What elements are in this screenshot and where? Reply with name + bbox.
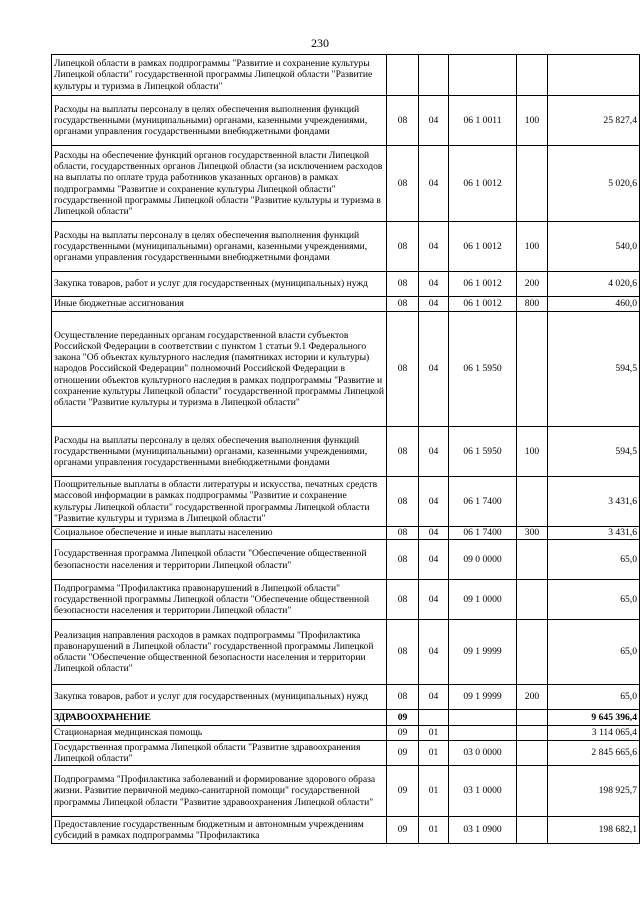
table-row xyxy=(52,297,640,312)
row-section-cell: 08 xyxy=(387,272,419,297)
row-section-cell: 08 xyxy=(387,297,419,312)
row-target-article-cell: 03 0 0000 xyxy=(449,741,517,766)
row-name-cell: Стационарная медицинская помощь xyxy=(52,726,387,741)
row-expense-type-cell xyxy=(517,766,548,817)
table-row xyxy=(52,540,640,580)
row-name-cell: Поощрительные выплаты в области литературы и искусства, печатных средств массовой информации в рамках подпрограммы "Развитие и сохранение культуры Липецкой области" государственной программы Липецкой области "Развитие культуры и туризма в Липецкой области" xyxy=(52,477,387,527)
row-expense-type-cell: 100 xyxy=(517,222,548,272)
row-amount-cell: 65,0 xyxy=(548,685,640,710)
row-expense-type-cell: 100 xyxy=(517,427,548,477)
row-subsection-cell: 01 xyxy=(419,817,449,844)
budget-table xyxy=(51,54,640,844)
row-expense-type-cell xyxy=(517,55,548,96)
row-expense-type-cell xyxy=(517,817,548,844)
table-row xyxy=(52,272,640,297)
row-target-article-cell: 06 1 5950 xyxy=(449,312,517,427)
row-subsection-cell: 04 xyxy=(419,580,449,620)
table-row xyxy=(52,55,640,96)
row-subsection-cell: 04 xyxy=(419,477,449,527)
row-name-cell: Предоставление государственным бюджетным и автономным учреждениям субсидий в рамках подпрограммы "Профилактика xyxy=(52,817,387,844)
row-subsection-cell: 04 xyxy=(419,527,449,540)
row-target-article-cell: 03 1 0900 xyxy=(449,817,517,844)
table-row xyxy=(52,766,640,817)
row-subsection-cell: 04 xyxy=(419,297,449,312)
row-section-cell: 08 xyxy=(387,620,419,685)
row-subsection-cell: 01 xyxy=(419,726,449,741)
row-target-article-cell: 06 1 0012 xyxy=(449,222,517,272)
row-expense-type-cell: 200 xyxy=(517,685,548,710)
row-amount-cell: 9 645 396,4 xyxy=(548,710,640,726)
table-row xyxy=(52,527,640,540)
row-subsection-cell xyxy=(419,710,449,726)
row-subsection-cell: 04 xyxy=(419,427,449,477)
row-name-cell: Осуществление переданных органам государственной власти субъектов Российской Федерации в соответствии с пунктом 1 статьи 9.1 Федерального закона "Об объектах культурного наследия (памятниках истории и культуры) народов Российской Федерации" полномочий Российской Федерации в отношении объектов культурного наследия в рамках подпрограммы "Развитие и сохранение культуры Липецкой области" государственной программы Липецкой области "Развитие культуры и туризма в Липецкой области" xyxy=(52,312,387,427)
row-subsection-cell: 04 xyxy=(419,685,449,710)
row-amount-cell: 65,0 xyxy=(548,580,640,620)
row-target-article-cell: 06 1 0012 xyxy=(449,272,517,297)
row-expense-type-cell xyxy=(517,146,548,222)
row-amount-cell: 65,0 xyxy=(548,540,640,580)
row-subsection-cell: 04 xyxy=(419,272,449,297)
row-amount-cell xyxy=(548,55,640,96)
table-row xyxy=(52,726,640,741)
row-section-cell: 09 xyxy=(387,766,419,817)
row-section-cell: 09 xyxy=(387,710,419,726)
row-subsection-cell: 04 xyxy=(419,96,449,146)
row-subsection-cell: 01 xyxy=(419,741,449,766)
row-target-article-cell: 09 1 0000 xyxy=(449,580,517,620)
row-expense-type-cell: 200 xyxy=(517,272,548,297)
row-amount-cell: 25 827,4 xyxy=(548,96,640,146)
row-target-article-cell: 09 1 9999 xyxy=(449,620,517,685)
row-section-cell: 08 xyxy=(387,222,419,272)
table-row xyxy=(52,620,640,685)
page-number: 230 xyxy=(311,36,329,50)
row-section-cell: 08 xyxy=(387,312,419,427)
row-target-article-cell: 06 1 7400 xyxy=(449,477,517,527)
row-expense-type-cell xyxy=(517,312,548,427)
row-name-cell: Иные бюджетные ассигнования xyxy=(52,297,387,312)
table-row xyxy=(52,312,640,427)
row-subsection-cell: 04 xyxy=(419,222,449,272)
row-name-cell: Реализация направления расходов в рамках подпрограммы "Профилактика правонарушений в Липецкой области" государственной программы Липецкой области "Обеспечение общественной безопасности населения и территории Липецкой области" xyxy=(52,620,387,685)
row-expense-type-cell xyxy=(517,710,548,726)
row-name-cell: Государственная программа Липецкой области "Развитие здравоохранения Липецкой области" xyxy=(52,741,387,766)
row-expense-type-cell xyxy=(517,726,548,741)
row-target-article-cell: 09 1 9999 xyxy=(449,685,517,710)
table-row xyxy=(52,146,640,222)
row-name-cell: Расходы на обеспечение функций органов государственной власти Липецкой области, государственных органов Липецкой области (за исключением расходов на выплаты по оплате труда работников указанных органов) в рамках подпрограммы "Развитие и сохранение культуры Липецкой области" государственной программы Липецкой области "Развитие культуры и туризма в Липецкой области" xyxy=(52,146,387,222)
row-expense-type-cell xyxy=(517,741,548,766)
row-section-cell: 09 xyxy=(387,726,419,741)
row-target-article-cell: 06 1 0012 xyxy=(449,146,517,222)
table-row xyxy=(52,477,640,527)
row-name-cell: Липецкой области в рамках подпрограммы "Развитие и сохранение культуры Липецкой области" государственной программы Липецкой области "Развитие культуры и туризма в Липецкой области" xyxy=(52,55,387,96)
table-row xyxy=(52,96,640,146)
row-amount-cell: 65,0 xyxy=(548,620,640,685)
row-section-cell: 08 xyxy=(387,96,419,146)
row-target-article-cell: 09 0 0000 xyxy=(449,540,517,580)
row-target-article-cell: 06 1 7400 xyxy=(449,527,517,540)
row-section-cell xyxy=(387,55,419,96)
row-amount-cell: 3 431,6 xyxy=(548,527,640,540)
row-target-article-cell: 06 1 5950 xyxy=(449,427,517,477)
row-amount-cell: 4 020,6 xyxy=(548,272,640,297)
row-amount-cell: 540,0 xyxy=(548,222,640,272)
table-row xyxy=(52,710,640,726)
row-name-cell: Подпрограмма "Профилактика правонарушений в Липецкой области" государственной программы Липецкой области "Обеспечение общественной безопасности населения и территории Липецкой области" xyxy=(52,580,387,620)
table-row xyxy=(52,222,640,272)
row-subsection-cell xyxy=(419,55,449,96)
row-amount-cell: 3 114 065,4 xyxy=(548,726,640,741)
row-subsection-cell: 04 xyxy=(419,146,449,222)
row-expense-type-cell xyxy=(517,540,548,580)
row-section-cell: 09 xyxy=(387,817,419,844)
row-amount-cell: 594,5 xyxy=(548,312,640,427)
row-section-cell: 08 xyxy=(387,146,419,222)
row-amount-cell: 198 925,7 xyxy=(548,766,640,817)
row-section-cell: 08 xyxy=(387,540,419,580)
row-section-cell: 08 xyxy=(387,527,419,540)
row-expense-type-cell xyxy=(517,580,548,620)
row-section-cell: 09 xyxy=(387,741,419,766)
row-expense-type-cell: 300 xyxy=(517,527,548,540)
row-name-cell: Закупка товаров, работ и услуг для государственных (муниципальных) нужд xyxy=(52,272,387,297)
row-subsection-cell: 01 xyxy=(419,766,449,817)
row-amount-cell: 594,5 xyxy=(548,427,640,477)
row-name-cell: Подпрограмма "Профилактика заболеваний и формирование здорового образа жизни. Развитие первичной медико-санитарной помощи" государственной программы Липецкой области "Развитие здравоохранения Липецкой области" xyxy=(52,766,387,817)
row-section-cell: 08 xyxy=(387,580,419,620)
row-name-cell: Государственная программа Липецкой области "Обеспечение общественной безопасности населения и территории Липецкой области" xyxy=(52,540,387,580)
table-row xyxy=(52,685,640,710)
row-target-article-cell xyxy=(449,55,517,96)
row-expense-type-cell: 800 xyxy=(517,297,548,312)
row-amount-cell: 460,0 xyxy=(548,297,640,312)
row-name-cell: Закупка товаров, работ и услуг для государственных (муниципальных) нужд xyxy=(52,685,387,710)
row-amount-cell: 3 431,6 xyxy=(548,477,640,527)
table-row xyxy=(52,580,640,620)
row-expense-type-cell xyxy=(517,477,548,527)
row-section-cell: 08 xyxy=(387,685,419,710)
row-expense-type-cell xyxy=(517,620,548,685)
table-row xyxy=(52,817,640,844)
row-name-cell: ЗДРАВООХРАНЕНИЕ xyxy=(52,710,387,726)
row-amount-cell: 198 682,1 xyxy=(548,817,640,844)
row-target-article-cell xyxy=(449,726,517,741)
row-section-cell: 08 xyxy=(387,477,419,527)
row-name-cell: Расходы на выплаты персоналу в целях обеспечения выполнения функций государственными (муниципальными) органами, казенными учреждениями, органами управления государственными внебюджетными фондами xyxy=(52,222,387,272)
row-name-cell: Расходы на выплаты персоналу в целях обеспечения выполнения функций государственными (муниципальными) органами, казенными учреждениями, органами управления государственными внебюджетными фондами xyxy=(52,427,387,477)
table-row xyxy=(52,427,640,477)
row-subsection-cell: 04 xyxy=(419,620,449,685)
row-target-article-cell: 06 1 0011 xyxy=(449,96,517,146)
row-target-article-cell: 03 1 0000 xyxy=(449,766,517,817)
row-name-cell: Расходы на выплаты персоналу в целях обеспечения выполнения функций государственными (муниципальными) органами, казенными учреждениями, органами управления государственными внебюджетными фондами xyxy=(52,96,387,146)
row-expense-type-cell: 100 xyxy=(517,96,548,146)
row-subsection-cell: 04 xyxy=(419,540,449,580)
row-target-article-cell xyxy=(449,710,517,726)
row-amount-cell: 5 020,6 xyxy=(548,146,640,222)
row-name-cell: Социальное обеспечение и иные выплаты населению xyxy=(52,527,387,540)
row-amount-cell: 2 845 665,6 xyxy=(548,741,640,766)
table-row xyxy=(52,741,640,766)
row-subsection-cell: 04 xyxy=(419,312,449,427)
row-section-cell: 08 xyxy=(387,427,419,477)
row-target-article-cell: 06 1 0012 xyxy=(449,297,517,312)
